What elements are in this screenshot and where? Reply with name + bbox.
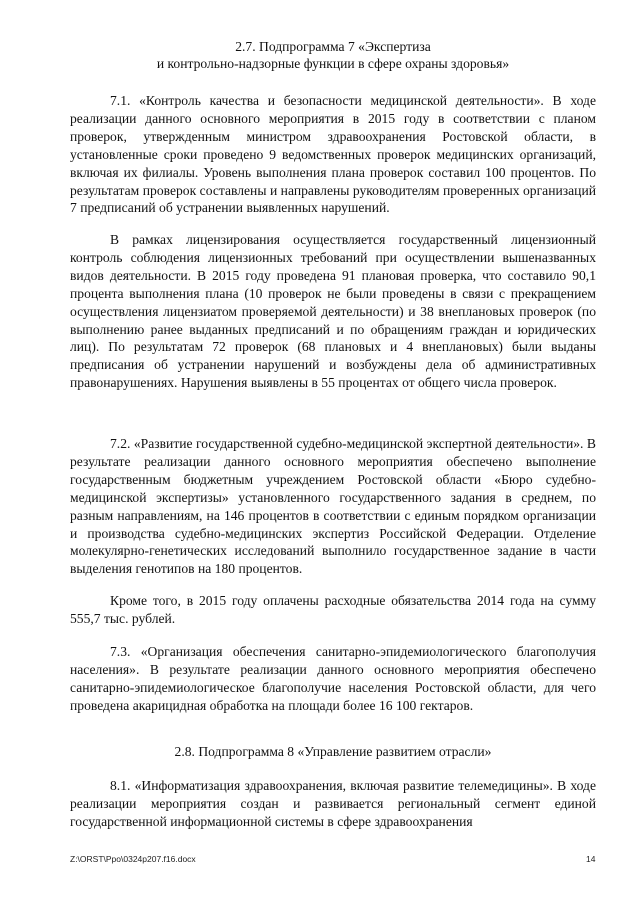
paragraph-8-1: 8.1. «Информатизация здравоохранения, включая развитие телемедицины». В ходе реализации мероприятия создан и развивается региональный сегмент единой государственной информационной системы в сфере здравоохранения xyxy=(70,778,596,829)
paragraph-7-1-licensing: В рамках лицензирования осуществляется государственный лицензионный контроль соблюдения лицензионных требований при осуществлении вышеназванных видов деятельности. В 2015 году проведена 91 плановая проверка, что составило 90,1 процента выполнения плана (10 проверок не были проведены в связи с прекращением осуществления лицензиатом проверяемой деятельности) и 38 внеплановых проверок (по выполнению ранее выданных предписаний и по обращениям граждан и юридических лиц). По результатам 72 проверок (68 плановых и 4 внеплановых) были выданы предписания об устранении нарушений и возбуждены дела об административных правонарушениях. Нарушения выявлены в 55 процентах от общего числа проверок. xyxy=(70,232,596,391)
section-heading-2-7 xyxy=(70,38,596,72)
section-heading-2-7-line2: и контрольно-надзорные функции в сфере охраны здоровья» xyxy=(156,56,510,71)
footer-page-number: 14 xyxy=(586,854,596,864)
section-heading-2-7-line1: 2.7. Подпрограмма 7 «Экспертиза xyxy=(235,39,431,54)
section-heading-2-8 xyxy=(70,743,596,760)
footer-file-path: Z:\ORST\Ppo\0324p207.f16.docx xyxy=(70,854,196,864)
section-heading-2-8-text: 2.8. Подпрограмма 8 «Управление развитием отрасли» xyxy=(174,744,492,759)
paragraph-7-3: 7.3. «Организация обеспечения санитарно-эпидемиологического благополучия населения». В результате реализации данного основного мероприятия обеспечено санитарно-эпидемиологическое благополучие населения Ростовской области, для чего проведена акарицидная обработка на площади более 16 100 гектаров. xyxy=(70,644,596,713)
paragraph-7-2-payments: Кроме того, в 2015 году оплачены расходные обязательства 2014 года на сумму 555,7 тыс. рублей. xyxy=(70,593,596,626)
paragraph-7-2: 7.2. «Развитие государственной судебно-медицинской экспертной деятельности». В результате реализации данного основного мероприятия обеспечено выполнение государственным бюджетным учреждением Ростовской области «Бюро судебно-медицинской экспертизы» установленного государственного задания в среднем, по разным направлениям, на 146 процентов в соответствии с единым порядком организации и производства судебно-медицинских экспертиз Российской Федерации. Отделение молекулярно-генетических исследований выполнило государственное задание в части выделения генотипов на 180 процентов. xyxy=(70,436,596,577)
paragraph-7-1: 7.1. «Контроль качества и безопасности медицинской деятельности». В ходе реализации данного основного мероприятия в 2015 году в соответствии с планом проверок, утвержденным министром здравоохранения Ростовской области, в установленные сроки проведено 9 ведомственных проверок медицинских организаций, включая их филиалы. Уровень выполнения плана проверок составил 100 процентов. По результатам проверок составлены и направлены руководителям проверенных организаций 7 предписаний об устранении выявленных нарушений. xyxy=(70,93,596,216)
